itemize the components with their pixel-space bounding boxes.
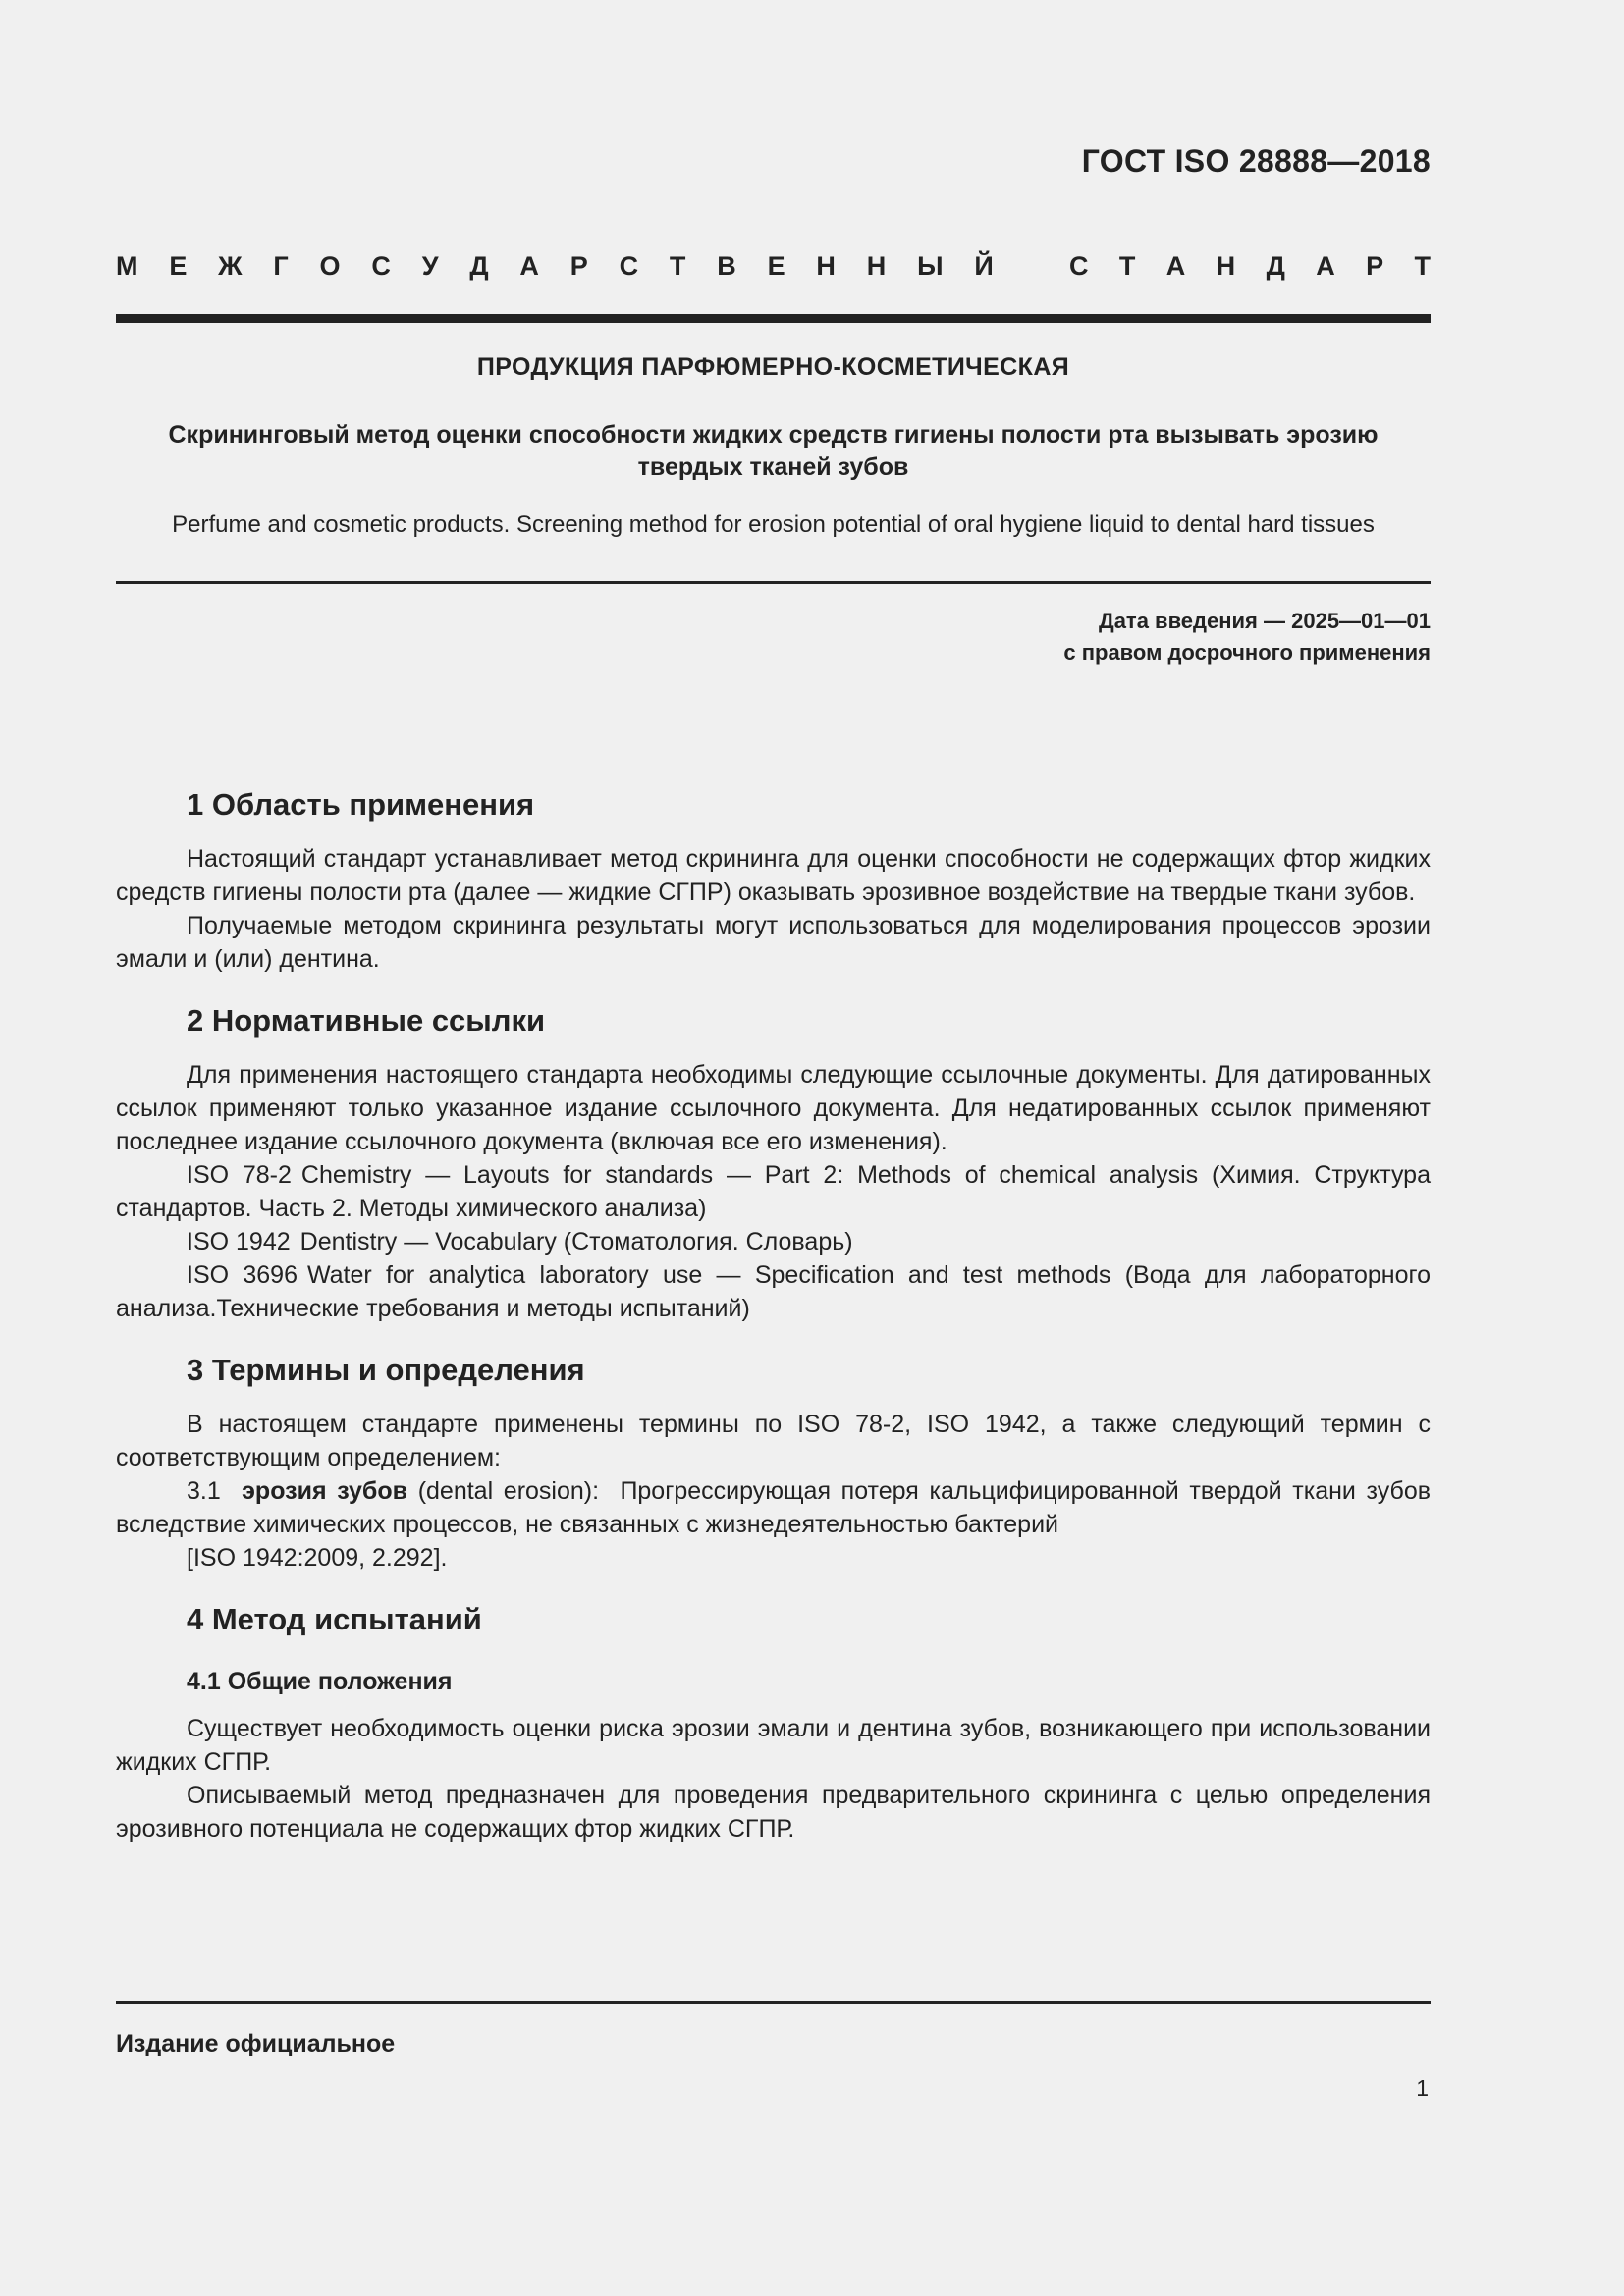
banner-letter: С bbox=[371, 251, 391, 281]
title-main: ПРОДУКЦИЯ ПАРФЮМЕРНО-КОСМЕТИЧЕСКАЯ bbox=[476, 353, 1070, 381]
reference-title: Dentistry — Vocabulary (Стоматология. Словарь) bbox=[299, 1228, 853, 1255]
banner-letter: А bbox=[519, 251, 539, 281]
banner-letter: Г bbox=[273, 251, 289, 281]
banner-letter: Н bbox=[1216, 251, 1236, 281]
section-4-paragraph: Описываемый метод предназначен для проведения предварительного скрининга с целью определения эрозивного потенциала не содержащих фтор жидких СГПР. bbox=[116, 1782, 1431, 1842]
official-edition-label: Издание официальное bbox=[116, 2030, 396, 2057]
banner-word-interstate bbox=[116, 251, 994, 282]
term-source: [ISO 1942:2009, 2.292]. bbox=[187, 1544, 448, 1572]
banner-word-standard bbox=[1069, 251, 1431, 282]
banner-letter: У bbox=[421, 251, 439, 281]
banner-letter: Р bbox=[1366, 251, 1384, 281]
reference-title: Chemistry — Layouts for standards — Part 2: Methods of chemical analysis (Химия. Структура стандартов. Часть 2. Методы химического анализа) bbox=[116, 1161, 1431, 1222]
banner-letter: Е bbox=[169, 251, 188, 281]
section-3-paragraph: В настоящем стандарте применены термины по ISO 78-2, ISO 1942, а также следующий термин с соответствующим определением: bbox=[116, 1411, 1431, 1471]
document-number: ГОСТ ISO 28888—2018 bbox=[1081, 143, 1431, 179]
title-english: Perfume and cosmetic products. Screening method for erosion potential of oral hygiene liquid to dental hard tissues bbox=[172, 511, 1375, 538]
reference-item bbox=[116, 1158, 1431, 1225]
reference-title: Water for analytica laboratory use — Specification and test methods (Вода для лабораторного анализа.Технические требования и методы испытаний) bbox=[116, 1261, 1431, 1322]
footer-rule bbox=[116, 2001, 1431, 2004]
introduction-date: Дата введения — 2025—01—01 bbox=[1099, 609, 1431, 633]
term-english: (dental erosion): bbox=[417, 1477, 600, 1505]
banner-letter: В bbox=[717, 251, 736, 281]
section-4-paragraph: Существует необходимость оценки риска эрозии эмали и дентина зубов, возникающего при использовании жидких СГПР. bbox=[116, 1715, 1431, 1776]
title-rule bbox=[116, 581, 1431, 584]
term-definition bbox=[116, 1474, 1431, 1541]
page-number: 1 bbox=[1416, 2075, 1429, 2101]
banner-letter: С bbox=[619, 251, 639, 281]
section-2-heading: 2 Нормативные ссылки bbox=[187, 1003, 546, 1038]
banner-letter: А bbox=[1165, 251, 1186, 281]
term-name: эрозия зубов bbox=[242, 1477, 407, 1505]
introduction-date-block bbox=[1063, 606, 1431, 668]
banner-letter: О bbox=[319, 251, 341, 281]
reference-code: ISO 3696 bbox=[187, 1261, 298, 1289]
subsection-4-1-heading: 4.1 Общие положения bbox=[187, 1668, 453, 1695]
section-1-paragraph: Получаемые методом скрининга результаты могут использоваться для моделирования процессов эрозии эмали и (или) дентина. bbox=[116, 912, 1431, 973]
banner-letter: Т bbox=[1118, 251, 1136, 281]
term-definition-text: Прогрессирующая потеря кальцифицированной твердой ткани зубов вследствие химических процессов, не связанных с жизнедеятельностью бактерий bbox=[116, 1477, 1432, 1538]
section-3-heading: 3 Термины и определения bbox=[187, 1353, 585, 1387]
banner-letter: А bbox=[1316, 251, 1335, 281]
reference-item bbox=[116, 1258, 1431, 1325]
title-sub: Скрининговый метод оценки способности жидких средств гигиены полости рта вызывать эрозию твердых тканей зубов bbox=[168, 421, 1379, 481]
reference-code: ISO 1942 bbox=[187, 1228, 291, 1255]
banner-letter: М bbox=[116, 251, 138, 281]
banner-letter: Д bbox=[469, 251, 489, 281]
reference-item bbox=[116, 1225, 1431, 1258]
document-page bbox=[116, 0, 1431, 2296]
section-1-heading: 1 Область применения bbox=[187, 787, 535, 822]
banner-letter: Р bbox=[569, 251, 588, 281]
banner-letter: Д bbox=[1266, 251, 1285, 281]
interstate-standard-banner bbox=[116, 251, 1431, 282]
header-rule bbox=[116, 314, 1431, 323]
banner-letter: Н bbox=[816, 251, 836, 281]
early-application-note: с правом досрочного применения bbox=[1063, 640, 1431, 665]
banner-letter: Т bbox=[669, 251, 686, 281]
reference-code: ISO 78-2 bbox=[187, 1161, 292, 1189]
section-4-heading: 4 Метод испытаний bbox=[187, 1602, 482, 1636]
banner-letter: Е bbox=[767, 251, 785, 281]
section-2-paragraph: Для применения настоящего стандарта необходимы следующие ссылочные документы. Для датированных ссылок применяют только указанное издание ссылочного документа. Для недатированных ссылок применяют последнее издание ссылочного документа (включая все его изменения). bbox=[116, 1061, 1431, 1155]
term-number: 3.1 bbox=[187, 1477, 221, 1505]
section-1-paragraph: Настоящий стандарт устанавливает метод скрининга для оценки способности не содержащих фтор жидких средств гигиены полости рта (далее — жидкие СГПР) оказывать эрозивное воздействие на твердые ткани зубов. bbox=[116, 845, 1431, 906]
banner-letter: Н bbox=[866, 251, 887, 281]
document-body bbox=[116, 783, 1431, 1845]
banner-letter: Т bbox=[1414, 251, 1431, 281]
banner-letter: Ж bbox=[218, 251, 243, 281]
banner-letter: С bbox=[1069, 251, 1089, 281]
banner-letter: Ы bbox=[917, 251, 944, 281]
banner-letter: Й bbox=[974, 251, 994, 281]
